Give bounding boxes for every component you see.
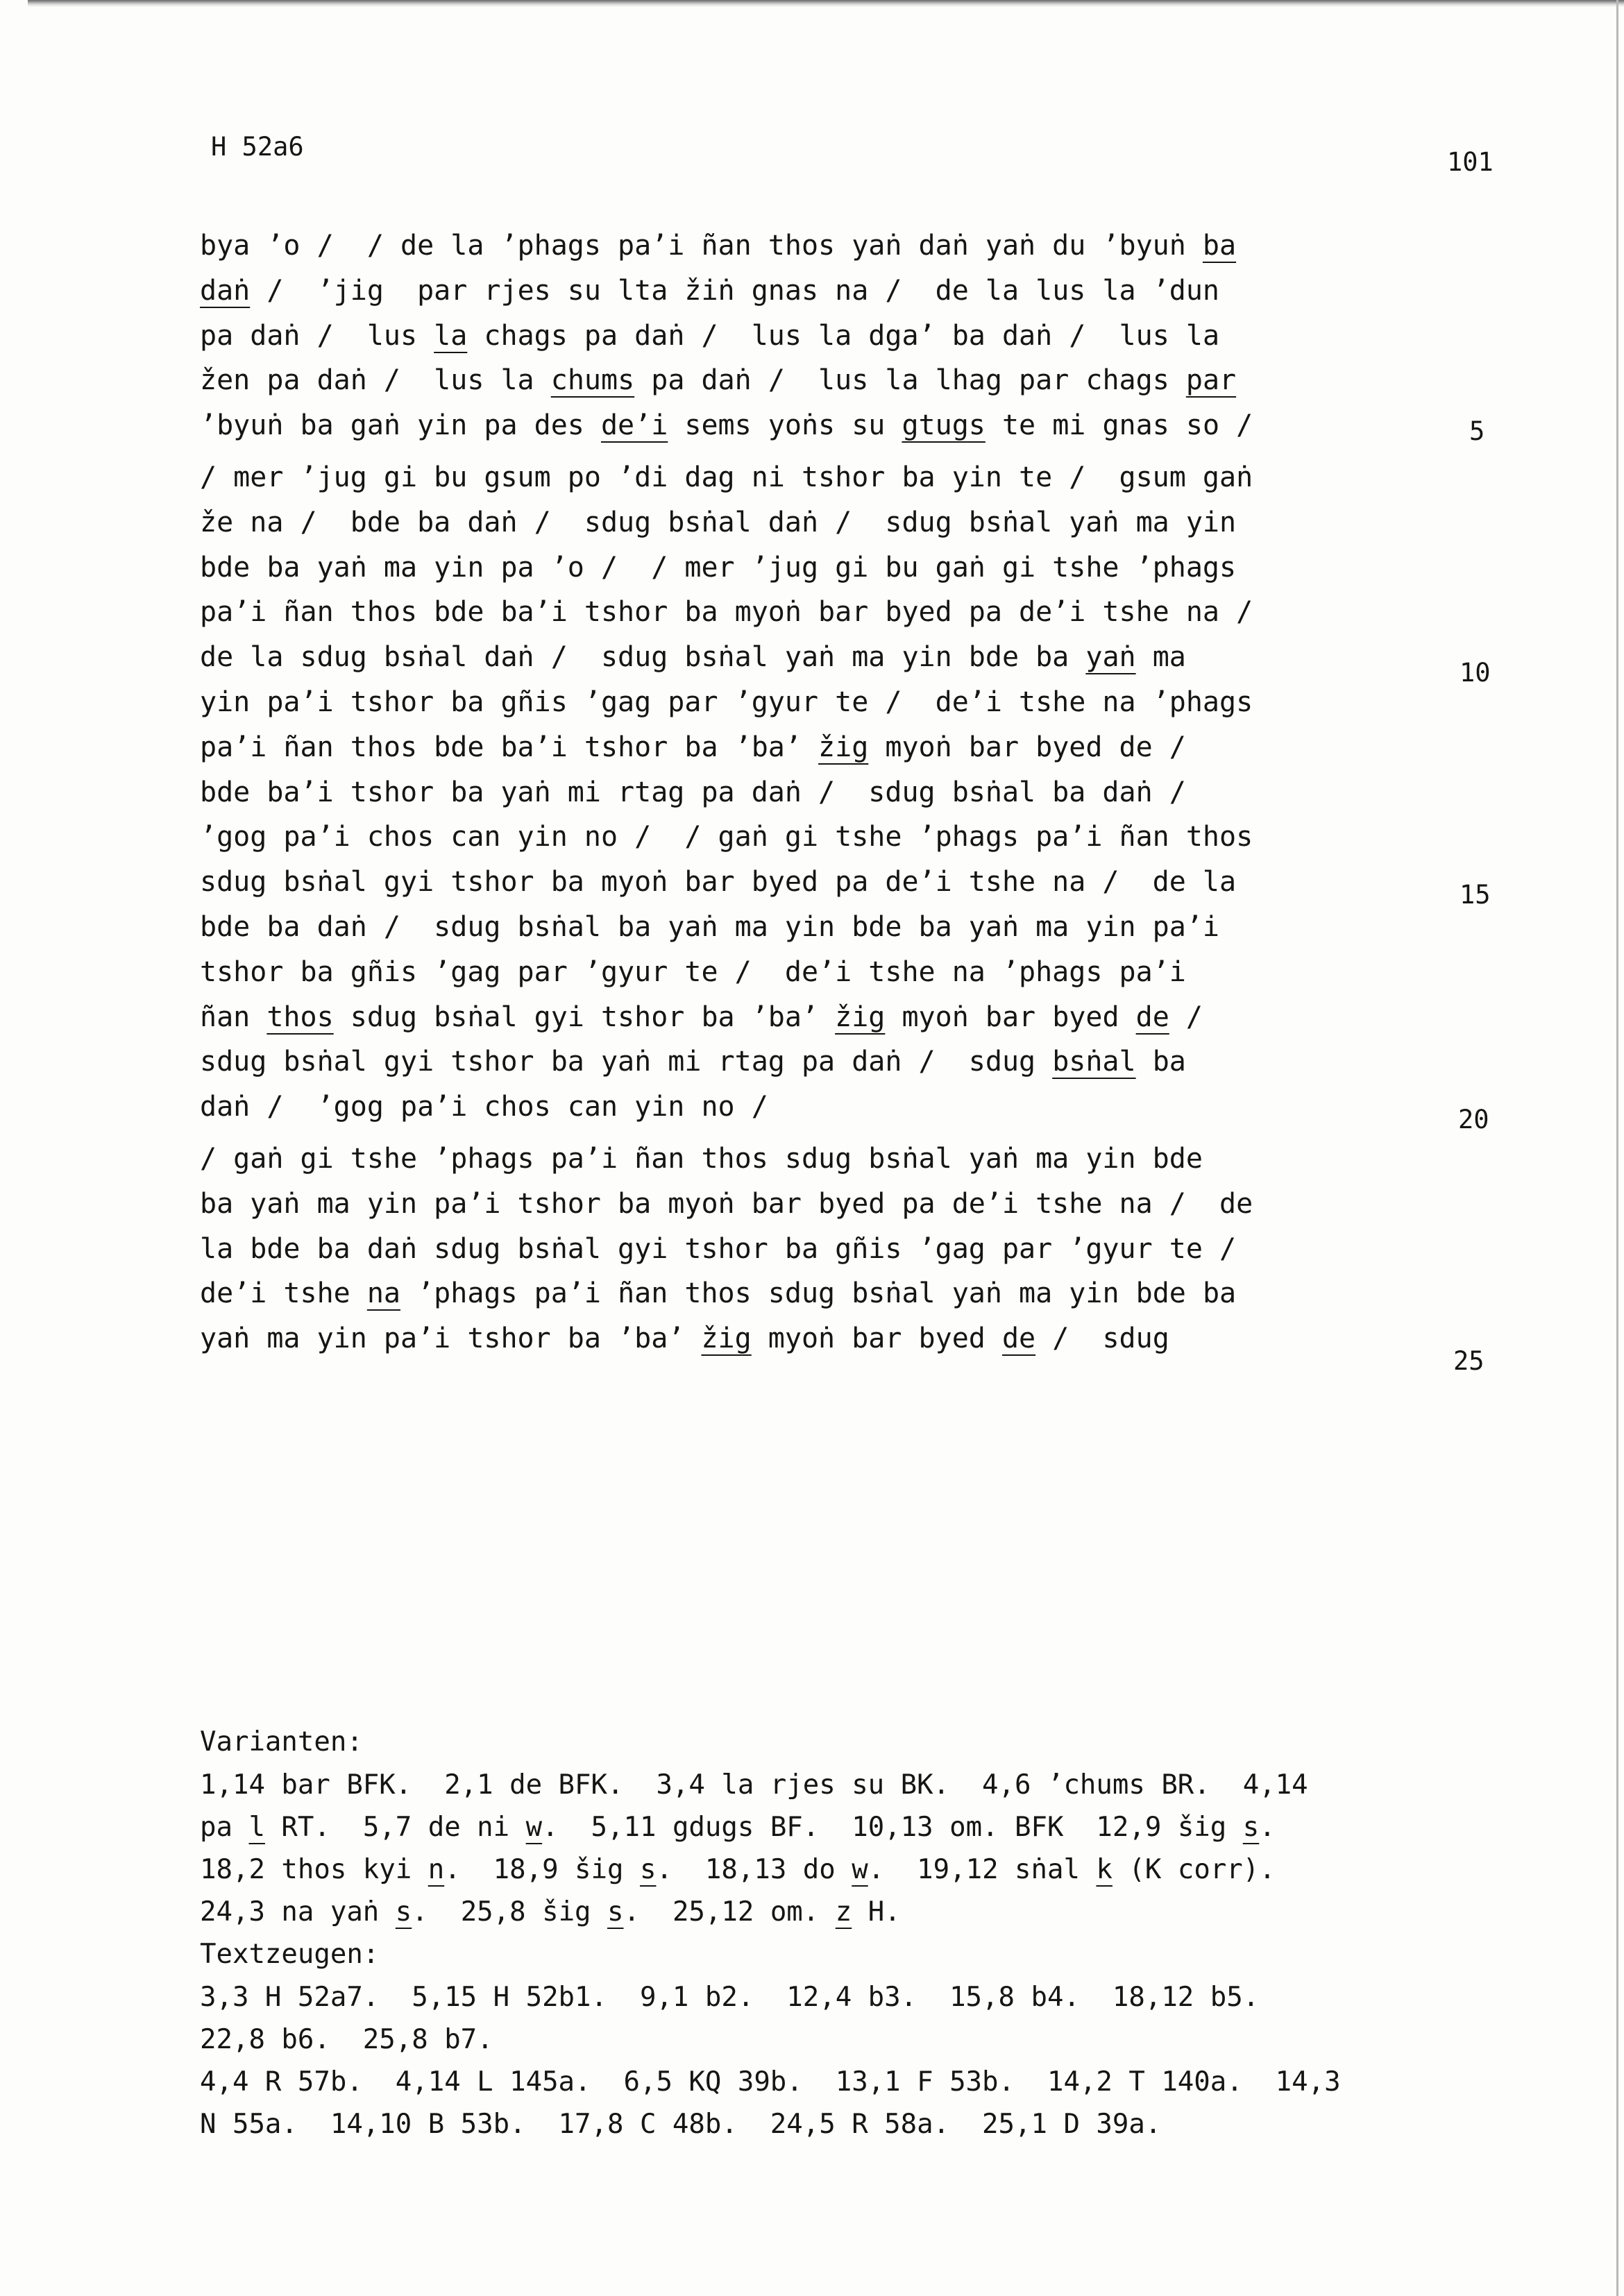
line-number-15: 15	[1460, 880, 1491, 910]
underlined-word: w	[852, 1854, 868, 1885]
text-run: te mi gnas so /	[985, 409, 1253, 442]
text-run: chags pa daṅ / lus la dga’ ba daṅ / lus la	[467, 319, 1220, 352]
text-run: ñan	[200, 1001, 267, 1033]
text-run: sdug bsṅal gyi tshor ba yaṅ mi rtag pa daṅ / sdug	[200, 1046, 1053, 1078]
text-line	[200, 403, 1394, 448]
text-run: .	[1259, 1812, 1276, 1843]
underlined-word: s	[395, 1896, 412, 1928]
text-run: . 5,11 gdugs BF. 10,13 om. BFK 12,9 šig	[542, 1812, 1243, 1843]
text-run: bya ’o / / de la ’phags pa’i ñan thos yaṅ daṅ yaṅ du ’byuṅ	[200, 230, 1203, 262]
underlined-word: z	[835, 1896, 852, 1928]
text-run: H.	[852, 1896, 901, 1928]
witness-line	[200, 2018, 1505, 2061]
scan-edge-top	[28, 0, 1624, 7]
text-line	[200, 770, 1394, 815]
underlined-word: thos	[267, 1001, 334, 1033]
underlined-word: de’i	[600, 409, 668, 442]
underlined-word: w	[525, 1812, 543, 1843]
underlined-word: žig	[701, 1323, 752, 1355]
text-run: sdug bsṅal gyi tshor ba ’ba’	[333, 1001, 836, 1033]
text-run: / mer ’jug gi bu gsum po ’di dag ni tshor ba yin te / gsum gaṅ	[200, 461, 1253, 493]
text-run: tshor ba gñis ’gag par ’gyur te / de’i tshe na ’phags pa’i	[200, 955, 1186, 988]
text-line	[200, 1271, 1394, 1316]
underlined-word: de	[1001, 1323, 1036, 1355]
text-run: (K corr).	[1112, 1854, 1276, 1885]
underlined-word: chums	[550, 364, 635, 397]
text-line	[200, 1227, 1394, 1272]
text-run: sems yoṅs su	[668, 409, 902, 442]
underlined-word: na	[366, 1277, 400, 1310]
text-line	[200, 995, 1394, 1040]
text-line	[200, 1316, 1394, 1361]
text-line	[200, 725, 1394, 770]
text-run: bde ba yaṅ ma yin pa ’o / / mer ’jug gi bu gaṅ gi tshe ’phags	[200, 551, 1237, 584]
text-run: 18,2 thos kyi	[200, 1854, 428, 1885]
text-line	[200, 358, 1394, 403]
text-run: 22,8 b6. 25,8 b7.	[200, 2024, 493, 2055]
text-run: pa’i ñan thos bde ba’i tshor ba ’ba’	[200, 731, 819, 763]
underlined-word: la	[434, 319, 468, 352]
text-run: ba	[1135, 1046, 1186, 1078]
underlined-word: k	[1096, 1854, 1113, 1885]
line-number-10: 10	[1460, 658, 1491, 688]
text-run: yaṅ ma yin pa’i tshor ba ’ba’	[200, 1323, 702, 1355]
text-run: bde ba daṅ / sdug bsṅal ba yaṅ ma yin bde ba yaṅ ma yin pa’i	[200, 910, 1220, 943]
text-run: pa’i ñan thos bde ba’i tshor ba myoṅ bar byed pa de’i tshe na /	[200, 596, 1253, 629]
underlined-word: bsṅal	[1052, 1046, 1136, 1078]
text-run: de’i tshe	[200, 1277, 367, 1310]
text-run: 3,3 H 52a7. 5,15 H 52b1. 9,1 b2. 12,4 b3. 15,8 b4. 18,12 b5.	[200, 1982, 1260, 2013]
text-line	[200, 314, 1394, 359]
variant-line	[200, 1891, 1505, 1933]
text-run: . 25,8 šig	[412, 1896, 608, 1928]
underlined-word: ba	[1202, 230, 1237, 262]
text-line	[200, 269, 1394, 314]
line-number-25: 25	[1453, 1346, 1485, 1376]
witness-line	[200, 1976, 1505, 2018]
text-line	[200, 905, 1394, 950]
text-run: . 19,12 sṅal	[868, 1854, 1097, 1885]
text-line	[200, 1039, 1394, 1085]
scan-edge-right	[1616, 0, 1618, 2296]
text-run: že na / bde ba daṅ / sdug bsṅal daṅ / sdug bsṅal yaṅ ma yin	[200, 506, 1237, 538]
variant-line	[200, 1806, 1505, 1848]
underlined-word: de	[1135, 1001, 1169, 1033]
witness-line	[200, 2103, 1505, 2145]
text-line	[200, 545, 1394, 590]
underlined-word: l	[248, 1812, 265, 1843]
text-line	[200, 635, 1394, 680]
text-run: . 25,12 om.	[623, 1896, 836, 1928]
underlined-word: žig	[818, 731, 869, 763]
text-line	[200, 950, 1394, 995]
text-run: sdug bsṅal gyi tshor ba myoṅ bar byed pa de’i tshe na / de la	[200, 866, 1237, 899]
text-run: / sdug	[1035, 1323, 1169, 1355]
underlined-word: žig	[835, 1001, 886, 1033]
page-number: 101	[1447, 147, 1494, 177]
text-line	[200, 500, 1394, 545]
text-run: ’phags pa’i ñan thos sdug bsṅal yaṅ ma yin bde ba	[400, 1277, 1237, 1310]
underlined-word: gtugs	[902, 409, 986, 442]
text-run: 24,3 na yaṅ	[200, 1896, 396, 1928]
varianten-list	[200, 1764, 1505, 1933]
underlined-word: daṅ	[200, 274, 251, 307]
text-run: pa	[200, 1812, 249, 1843]
varianten-heading: Varianten:	[200, 1726, 363, 1758]
text-run: myoṅ bar byed de /	[868, 731, 1186, 763]
text-run: . 18,9 šig	[444, 1854, 640, 1885]
text-run: myoṅ bar byed	[751, 1323, 1002, 1355]
text-run: 1,14 bar BFK. 2,1 de BFK. 3,4 la rjes su BK. 4,6 ’chums BR. 4,14	[200, 1769, 1308, 1801]
text-line	[200, 680, 1394, 725]
text-run: ’gog pa’i chos can yin no / / gaṅ gi tshe ’phags pa’i ñan thos	[200, 821, 1253, 853]
text-run: la bde ba daṅ sdug bsṅal gyi tshor ba gñis ’gag par ’gyur te /	[200, 1232, 1237, 1265]
text-line	[200, 1085, 1394, 1130]
witness-line	[200, 2061, 1505, 2103]
text-run: / gaṅ gi tshe ’phags pa’i ñan thos sdug bsṅal yaṅ ma yin bde	[200, 1142, 1203, 1175]
text-run: ba yaṅ ma yin pa’i tshor ba myoṅ bar byed pa de’i tshe na / de	[200, 1187, 1253, 1220]
text-run: de la sdug bsṅal daṅ / sdug bsṅal yaṅ ma yin bde ba	[200, 641, 1086, 674]
text-run: ’byuṅ ba gaṅ yin pa des	[200, 409, 601, 442]
text-run: yin pa’i tshor ba gñis ’gag par ’gyur te / de’i tshe na ’phags	[200, 686, 1253, 718]
line-number-5: 5	[1469, 416, 1485, 446]
text-paragraph	[200, 455, 1394, 1130]
text-run: myoṅ bar byed	[885, 1001, 1136, 1033]
text-run: žen pa daṅ / lus la	[200, 364, 551, 397]
folio-siglum: H 52a6	[211, 132, 304, 162]
text-paragraph	[200, 223, 1394, 448]
text-run: /	[1169, 1001, 1203, 1033]
underlined-word: s	[639, 1854, 657, 1885]
critical-apparatus	[200, 1721, 1505, 2145]
underlined-word: yaṅ	[1085, 641, 1136, 674]
text-line	[200, 1137, 1394, 1182]
text-line	[200, 815, 1394, 860]
text-run: RT. 5,7 de ni	[264, 1812, 526, 1843]
text-line	[200, 223, 1394, 269]
textzeugen-heading: Textzeugen:	[200, 1939, 380, 1970]
variant-line	[200, 1848, 1505, 1891]
text-run: pa daṅ / lus la lhag par chags	[634, 364, 1186, 397]
text-run: 4,4 R 57b. 4,14 L 145a. 6,5 KQ 39b. 13,1 F 53b. 14,2 T 140a. 14,3	[200, 2066, 1341, 2098]
text-line	[200, 860, 1394, 905]
text-run: pa daṅ / lus	[200, 319, 434, 352]
text-run: N 55a. 14,10 B 53b. 17,8 C 48b. 24,5 R 58a. 25,1 D 39a.	[200, 2109, 1162, 2140]
text-run: bde ba’i tshor ba yaṅ mi rtag pa daṅ / sdug bsṅal ba daṅ /	[200, 776, 1186, 808]
edited-text	[200, 223, 1394, 1368]
text-run: ma	[1135, 641, 1186, 674]
text-line	[200, 1182, 1394, 1227]
underlined-word: s	[1242, 1812, 1260, 1843]
line-number-20: 20	[1458, 1105, 1489, 1134]
text-line	[200, 455, 1394, 500]
textzeugen-list	[200, 1976, 1505, 2145]
text-run: daṅ / ’gog pa’i chos can yin no /	[200, 1091, 768, 1123]
text-run: / ’jig par rjes su lta žiṅ gnas na / de la lus la ’dun	[250, 274, 1220, 307]
underlined-word: s	[607, 1896, 624, 1928]
underlined-word: n	[428, 1854, 445, 1885]
text-paragraph	[200, 1137, 1394, 1361]
underlined-word: par	[1185, 364, 1237, 397]
text-run: . 18,13 do	[656, 1854, 852, 1885]
text-line	[200, 590, 1394, 635]
variant-line	[200, 1764, 1505, 1806]
